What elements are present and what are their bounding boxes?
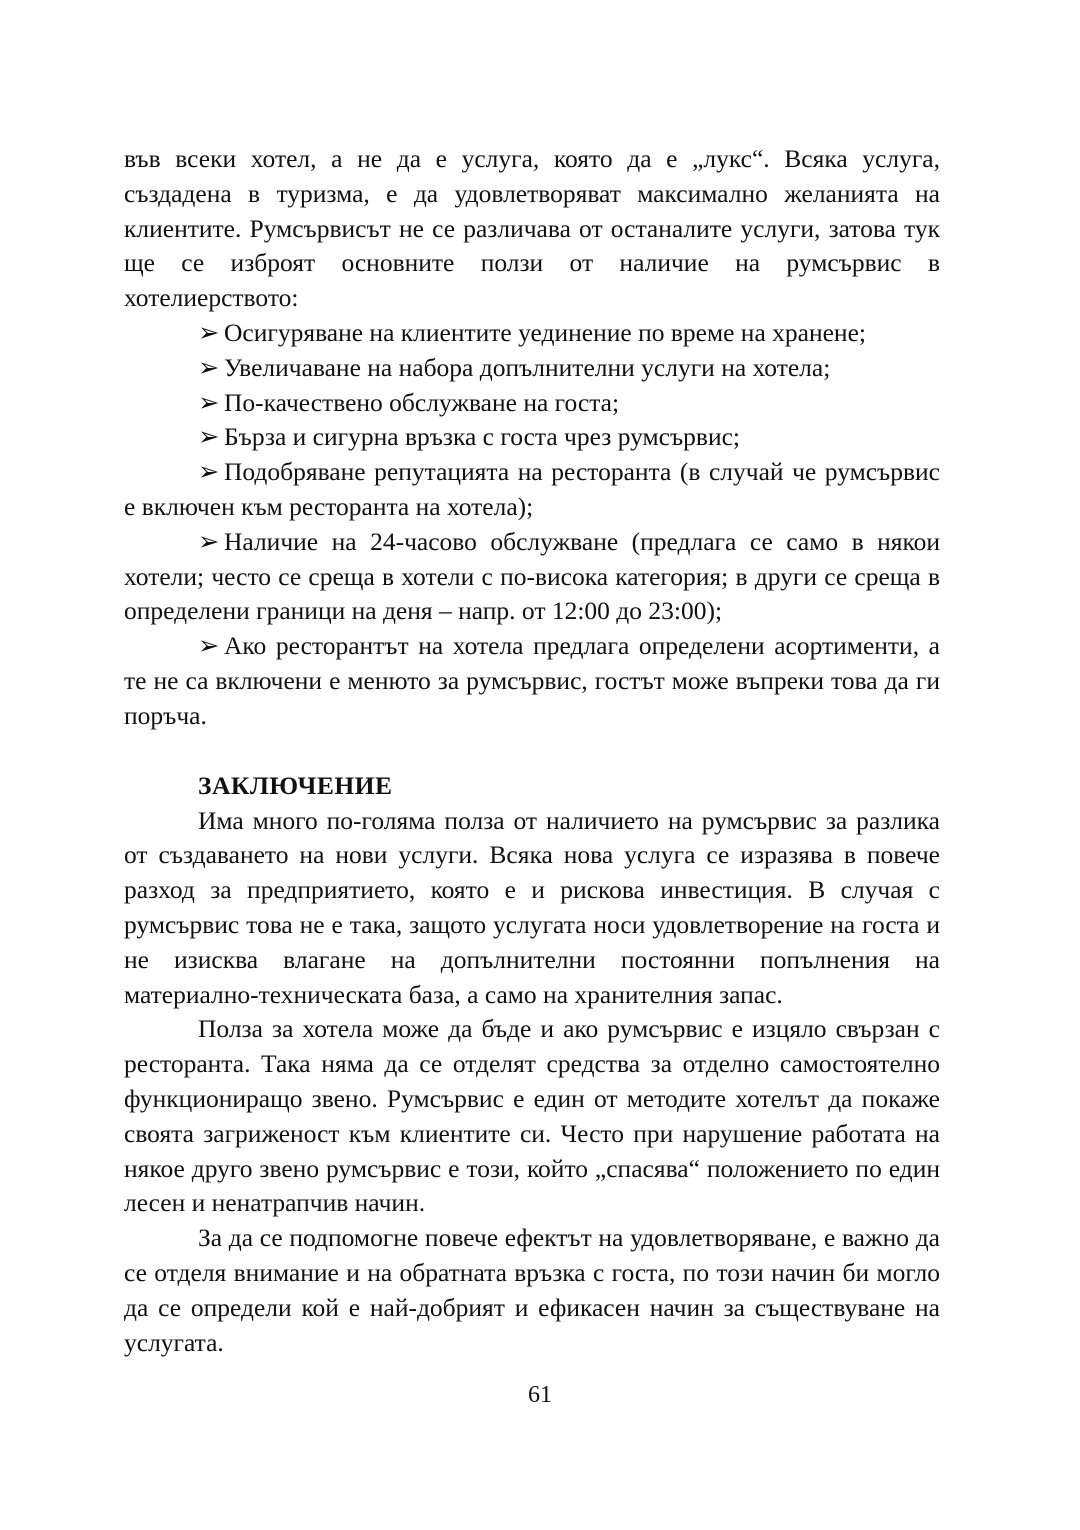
arrow-bullet-icon: ➢ [198, 457, 220, 487]
page-number: 61 [528, 1382, 552, 1408]
list-item [124, 420, 940, 455]
arrow-bullet-icon: ➢ [198, 422, 220, 452]
list-item-text: Осигуряване на клиентите уединение по време на хранене; [224, 317, 866, 347]
list-item [124, 629, 940, 733]
arrow-bullet-icon: ➢ [198, 352, 220, 382]
list-item [124, 455, 940, 525]
arrow-bullet-icon: ➢ [198, 317, 220, 347]
conclusion-paragraph: Полза за хотела може да бъде и ако румсървис е изцяло свързан с ресторанта. Така няма да се отделят средства за отделно самостоятелно функциониращо звено. Румсървис е един от методите хотелът да покаже своята загриженост към клиентите си. Често при нарушение работата на някое друго звено румсървис е този, който „спасява“ положението по един лесен и ненатрапчив начин. [124, 1014, 940, 1218]
list-item-text: Подобряване репутацията на ресторанта (в случай че румсървис е включен към ресторанта на хотела); [124, 457, 940, 521]
arrow-bullet-icon: ➢ [198, 631, 220, 661]
list-item [124, 386, 940, 421]
conclusion-paragraph: За да се подпомогне повече ефектът на удовлетворяване, е важно да се отделя внимание и на обратната връзка с госта, по този начин би могло да се определи кой е най-добрият и ефикасен начин за съществуване на услугата. [124, 1223, 940, 1357]
intro-paragraph: във всеки хотел, а не да е услуга, която да е „лукс“. Всяка услуга, създадена в туризма, е да удовлетворяват максимално желанията на клиентите. Румсървисът не се различава от останалите услуги, затова тук ще се изброят основните ползи от наличие на румсървис в хотелиерството: [124, 144, 940, 313]
list-item-text: Увеличаване на набора допълнителни услуги на хотела; [224, 352, 831, 382]
conclusion-paragraph: Има много по-голяма полза от наличието на румсървис за разлика от създаването на нови услуги. Всяка нова услуга се изразява в повече разход за предприятието, която е и рискова инвестиция. В случая с румсървис това не е така, защото услугата носи удовлетворение на госта и не изисква влагане на допълнителни постоянни попълнения на материално-техническата база, а само на хранителния запас. [124, 805, 940, 1009]
list-item-text: Ако ресторантът на хотела предлага определени асортименти, а те не са включени е менюто за румсървис, гостът може въпреки това да ги поръча. [124, 631, 940, 730]
list-item-text: Бърза и сигурна връзка с госта чрез румсървис; [224, 422, 741, 452]
benefits-list [124, 316, 940, 734]
list-item-text: По-качествено обслужване на госта; [224, 387, 620, 417]
list-item [124, 525, 940, 629]
list-item [124, 316, 940, 351]
arrow-bullet-icon: ➢ [198, 526, 220, 556]
section-heading: ЗАКЛЮЧЕНИЕ [198, 770, 393, 800]
list-item [124, 351, 940, 386]
arrow-bullet-icon: ➢ [198, 387, 220, 417]
list-item-text: Наличие на 24-часово обслужване (предлага се само в някои хотели; често се среща в хотели с по-висока категория; в други се среща в определени граници на деня – напр. от 12:00 до 23:00); [124, 526, 940, 626]
page-body [124, 142, 940, 1360]
